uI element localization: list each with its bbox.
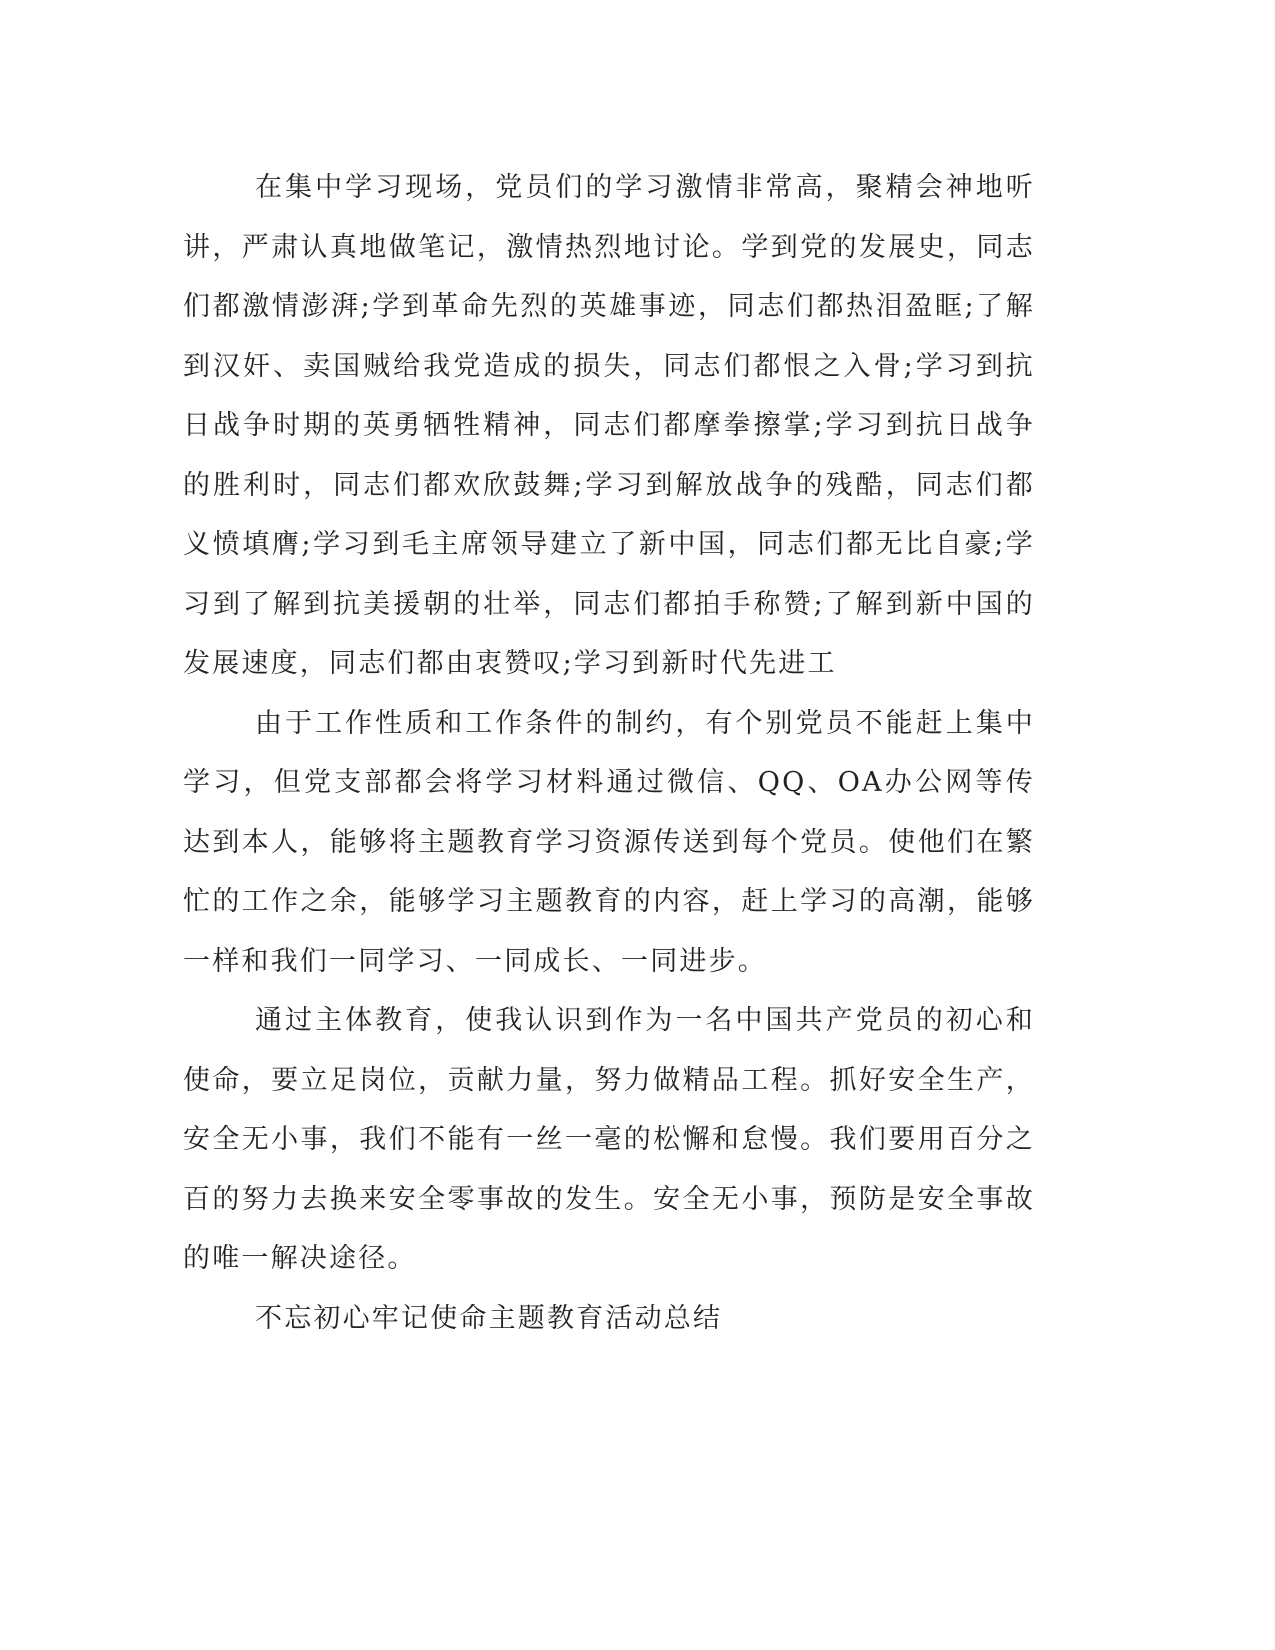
paragraph-study-site: 在集中学习现场，党员们的学习激情非常高，聚精会神地听讲，严肃认真地做笔记，激情热烈地讨论。学到党的发展史，同志们都激情澎湃;学到革命先烈的英雄事迹，同志们都热泪盈眶;了解到汉奸、卖国贼给我党造成的损失，同志们都恨之入骨;学习到抗日战争时期的英勇牺牲精神，同志们都摩拳擦掌;学习到抗日战争的胜利时，同志们都欢欣鼓舞;学习到解放战争的残酷，同志们都义愤填膺;学习到毛主席领导建立了新中国，同志们都无比自豪;学习到了解到抗美援朝的壮举，同志们都拍手称赞;了解到新中国的发展速度，同志们都由衷赞叹;学习到新时代先进工 xyxy=(183,172,1035,679)
paragraph-reflection: 通过主体教育，使我认识到作为一名中国共产党员的初心和使命，要立足岗位，贡献力量，努力做精品工程。抓好安全生产，安全无小事，我们不能有一丝一毫的松懈和怠慢。我们要用百分之百的努力去换来安全零事故的发生。安全无小事，预防是安全事故的唯一解决途径。 xyxy=(183,1005,1035,1274)
document-body xyxy=(183,158,1035,1348)
paragraph-remote-study: 由于工作性质和工作条件的制约，有个别党员不能赶上集中学习，但党支部都会将学习材料通过微信、QQ、OA办公网等传达到本人，能够将主题教育学习资源传送到每个党员。使他们在繁忙的工作之余，能够学习主题教育的内容，赶上学习的高潮，能够一样和我们一同学习、一同成长、一同进步。 xyxy=(183,707,1035,977)
closing-title: 不忘初心牢记使命主题教育活动总结 xyxy=(255,1302,723,1334)
